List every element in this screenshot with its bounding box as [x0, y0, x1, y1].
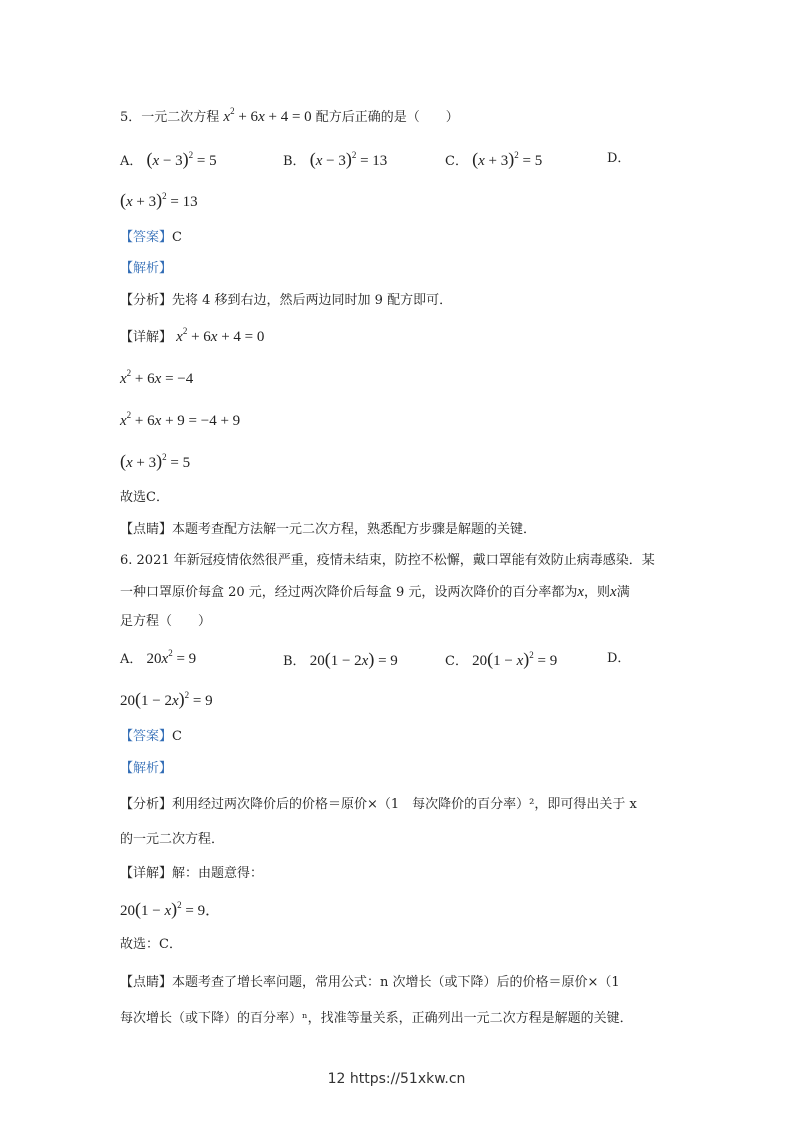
q5-step-2 — [120, 370, 193, 389]
q5-option-d-letter: D． — [607, 151, 631, 166]
page-number: 12 — [327, 1071, 346, 1087]
q5-fenxi — [120, 292, 452, 310]
q5-option-b-letter: B． — [283, 154, 306, 169]
q5-answer-value: C — [172, 230, 182, 245]
q6-stem-line2 — [120, 583, 630, 602]
q6-comment-text: 本题考查了增长率问题，常用公式：n 次增长（或下降）后的价格＝原价×（1 — [172, 975, 620, 990]
q5-detail-label: 【详解】 — [120, 330, 173, 345]
q6-fenxi-line2: 的一元二次方程． — [120, 832, 225, 847]
q5-option-b — [283, 150, 387, 171]
q6-option-a — [120, 650, 196, 669]
q5-step-3 — [120, 412, 240, 431]
q5-analysis-label: 【解析】 — [120, 261, 173, 276]
q5-comment — [120, 521, 536, 539]
q5-fenxi-label: 【分析】 — [120, 293, 173, 308]
q5-answer — [120, 229, 182, 247]
q6-var-x2: x — [610, 584, 617, 600]
q6-detail-math: $20(1 - x)^2 = 9$． — [120, 899, 221, 919]
q6-answer-label: 【答案】 — [120, 729, 173, 744]
q5-step-4 — [120, 452, 190, 473]
q5-option-a-expr: $(x - 3)^2 = 5$ — [146, 149, 217, 169]
q5-equation: $x^2 + 6x + 4 = 0$ — [223, 106, 312, 125]
q6-comment — [120, 974, 620, 992]
q6-option-a-letter: A． — [120, 652, 143, 667]
q5-option-c-expr: $(x + 3)^2 = 5$ — [472, 149, 543, 169]
q6-detail-text: 解：由题意得： — [172, 866, 264, 881]
q6-option-c — [445, 650, 557, 671]
q6-detail-label: 【详解】 — [120, 866, 173, 881]
q6-comment-label: 【点睛】 — [120, 975, 173, 990]
q6-stem-line2-c: 满 — [616, 585, 630, 600]
q5-comment-text: 本题考查配方法解一元二次方程，熟悉配方步骤是解题的关键． — [172, 522, 537, 537]
q6-detail-eq — [120, 900, 220, 921]
q6-option-b — [283, 650, 398, 671]
q6-option-a-expr: $20x^2 = 9$ — [146, 648, 197, 667]
page-footer — [0, 1071, 793, 1087]
q6-stem-line3: 足方程（ ） — [120, 614, 212, 629]
q6-option-c-expr: $20(1 - x)^2 = 9$ — [472, 649, 558, 669]
q5-detail-eq1: $x^2 + 6x + 4 = 0$ — [176, 326, 265, 345]
q5-detail-eq4: $(x + 3)^2 = 5$ — [120, 451, 191, 471]
q6-answer-value: C — [172, 729, 182, 744]
q6-option-d-letter: D． — [607, 651, 631, 666]
q5-detail-eq3: $x^2 + 6x + 9 = -4 + 9$ — [120, 410, 241, 429]
q5-option-c-letter: C． — [445, 154, 468, 169]
q6-detail — [120, 865, 263, 883]
q6-fenxi-text: 利用经过两次降价后的价格＝原价×（1 每次降价的百分率）²，即可得出关于 x — [172, 797, 637, 812]
q6-stem-line1: 6. 2021 年新冠疫情依然很严重，疫情未结束，防控不松懈，戴口罩能有效防止病毒感染．某 — [120, 553, 655, 568]
q5-stem-suffix: 配方后正确的是（ ） — [315, 110, 459, 125]
q5-detail — [120, 328, 264, 347]
q5-option-a — [120, 150, 217, 171]
q5-stem-prefix: 5．一元二次方程 — [120, 110, 220, 125]
q5-option-d-expr — [120, 191, 198, 212]
q6-option-d-expr — [120, 690, 213, 711]
q6-var-x1: x — [577, 584, 585, 600]
q5-answer-label: 【答案】 — [120, 230, 173, 245]
q6-option-b-letter: B． — [283, 654, 306, 669]
q5-detail-eq2: $x^2 + 6x = -4$ — [120, 368, 194, 387]
q6-stem-line2-b: ，则 — [584, 585, 611, 600]
q5-comment-label: 【点睛】 — [120, 522, 173, 537]
q6-analysis-label: 【解析】 — [120, 761, 173, 776]
q6-option-b-expr: 20(1 − 2x) = 9 — [309, 649, 398, 669]
footer-url[interactable]: https://51xkw.cn — [349, 1071, 466, 1087]
q5-option-c — [445, 150, 542, 171]
q6-comment-line2: 每次增长（或下降）的百分率）ⁿ，找准等量关系，正确列出一元二次方程是解题的关键． — [120, 1011, 633, 1026]
q6-option-c-letter: C． — [445, 654, 468, 669]
q5-conclusion: 故选C． — [120, 490, 169, 505]
q5-stem — [120, 108, 459, 127]
q6-option-d-math: $20(1 - 2x)^2 = 9$ — [120, 689, 213, 709]
q6-stem-line2-a: 一种口罩原价每盒 20 元，经过两次降价后每盒 9 元，设两次降价的百分率都为 — [120, 585, 578, 600]
q5-option-a-letter: A． — [120, 154, 143, 169]
q6-fenxi-label: 【分析】 — [120, 797, 173, 812]
q6-answer — [120, 728, 182, 746]
q6-fenxi — [120, 796, 637, 814]
q5-option-b-expr: $(x - 3)^2 = 13$ — [309, 149, 388, 169]
q6-conclusion: 故选：C． — [120, 937, 182, 952]
q5-fenxi-text: 先将 4 移到右边，然后两边同时加 9 配方即可． — [172, 293, 453, 308]
q5-option-d-math: $(x + 3)^2 = 13$ — [120, 190, 198, 210]
